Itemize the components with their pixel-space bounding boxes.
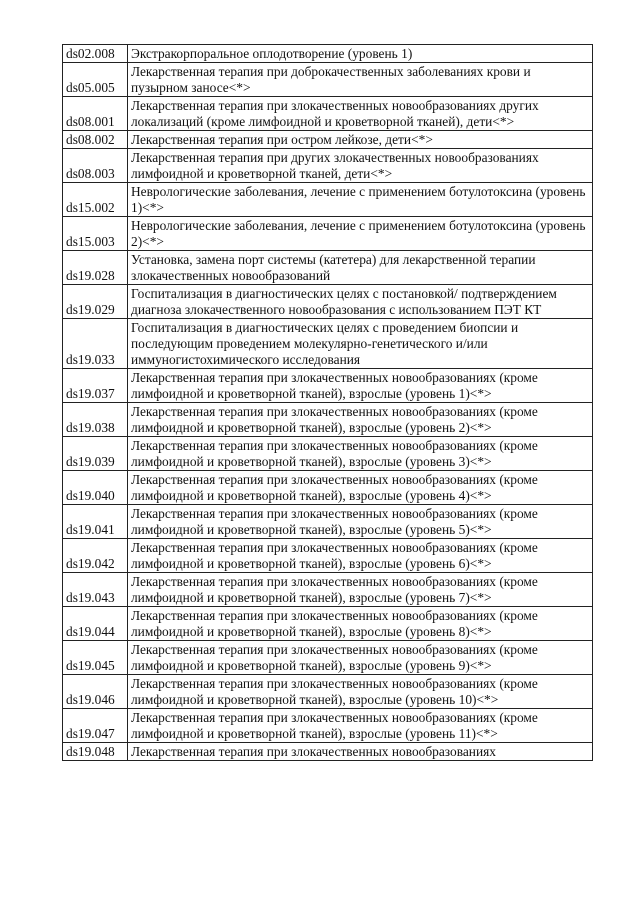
row-code: ds19.047 <box>63 709 128 743</box>
table-row <box>63 217 593 251</box>
row-code: ds19.044 <box>63 607 128 641</box>
row-description: Неврологические заболевания, лечение с применением ботулотоксина (уровень 2)<*> <box>128 217 593 251</box>
row-code: ds19.037 <box>63 369 128 403</box>
row-description: Лекарственная терапия при злокачественных новообразованиях (кроме лимфоидной и кроветворной тканей), взрослые (уровень 11)<*> <box>128 709 593 743</box>
row-code: ds15.003 <box>63 217 128 251</box>
row-description: Госпитализация в диагностических целях с проведением биопсии и последующим проведением молекулярно-генетического и/или иммуногистохимического исследования <box>128 319 593 369</box>
row-description: Лекарственная терапия при злокачественных новообразованиях <box>128 743 593 761</box>
row-code: ds19.046 <box>63 675 128 709</box>
table-row <box>63 471 593 505</box>
row-code: ds19.039 <box>63 437 128 471</box>
table-row <box>63 45 593 63</box>
row-description: Лекарственная терапия при злокачественных новообразованиях (кроме лимфоидной и кроветворной тканей), взрослые (уровень 10)<*> <box>128 675 593 709</box>
row-code: ds19.041 <box>63 505 128 539</box>
row-description: Лекарственная терапия при злокачественных новообразованиях (кроме лимфоидной и кроветворной тканей), взрослые (уровень 3)<*> <box>128 437 593 471</box>
row-code: ds08.001 <box>63 97 128 131</box>
row-description: Лекарственная терапия при злокачественных новообразованиях (кроме лимфоидной и кроветворной тканей), взрослые (уровень 2)<*> <box>128 403 593 437</box>
row-code: ds08.002 <box>63 131 128 149</box>
table-body <box>63 45 593 761</box>
row-description: Установка, замена порт системы (катетера) для лекарственной терапии злокачественных новообразований <box>128 251 593 285</box>
row-description: Лекарственная терапия при злокачественных новообразованиях (кроме лимфоидной и кроветворной тканей), взрослые (уровень 5)<*> <box>128 505 593 539</box>
table-row <box>63 437 593 471</box>
row-description: Лекарственная терапия при злокачественных новообразованиях (кроме лимфоидной и кроветворной тканей), взрослые (уровень 9)<*> <box>128 641 593 675</box>
table-row <box>63 149 593 183</box>
row-code: ds19.048 <box>63 743 128 761</box>
row-code: ds19.033 <box>63 319 128 369</box>
row-code: ds05.005 <box>63 63 128 97</box>
row-code: ds19.045 <box>63 641 128 675</box>
row-description: Госпитализация в диагностических целях с постановкой/ подтверждением диагноза злокачественного новообразования с использованием ПЭТ КТ <box>128 285 593 319</box>
row-code: ds08.003 <box>63 149 128 183</box>
table-row <box>63 675 593 709</box>
row-description: Лекарственная терапия при доброкачественных заболеваниях крови и пузырном заносе<*> <box>128 63 593 97</box>
row-code: ds19.028 <box>63 251 128 285</box>
drg-table <box>62 44 593 761</box>
row-code: ds19.043 <box>63 573 128 607</box>
table-row <box>63 539 593 573</box>
table-row <box>63 641 593 675</box>
row-description: Неврологические заболевания, лечение с применением ботулотоксина (уровень 1)<*> <box>128 183 593 217</box>
row-code: ds02.008 <box>63 45 128 63</box>
row-code: ds19.038 <box>63 403 128 437</box>
row-description: Лекарственная терапия при злокачественных новообразованиях других локализаций (кроме лимфоидной и кроветворной тканей), дети<*> <box>128 97 593 131</box>
table-row <box>63 573 593 607</box>
table-row <box>63 607 593 641</box>
table-row <box>63 183 593 217</box>
row-description: Лекарственная терапия при злокачественных новообразованиях (кроме лимфоидной и кроветворной тканей), взрослые (уровень 4)<*> <box>128 471 593 505</box>
row-description: Экстракорпоральное оплодотворение (уровень 1) <box>128 45 593 63</box>
row-code: ds19.029 <box>63 285 128 319</box>
row-description: Лекарственная терапия при других злокачественных новообразованиях лимфоидной и кроветворной тканей, дети<*> <box>128 149 593 183</box>
table-row <box>63 251 593 285</box>
table-row <box>63 319 593 369</box>
table-row <box>63 709 593 743</box>
row-description: Лекарственная терапия при злокачественных новообразованиях (кроме лимфоидной и кроветворной тканей), взрослые (уровень 1)<*> <box>128 369 593 403</box>
row-description: Лекарственная терапия при злокачественных новообразованиях (кроме лимфоидной и кроветворной тканей), взрослые (уровень 7)<*> <box>128 573 593 607</box>
table-row <box>63 369 593 403</box>
table-row <box>63 285 593 319</box>
row-description: Лекарственная терапия при остром лейкозе, дети<*> <box>128 131 593 149</box>
table-row <box>63 97 593 131</box>
row-description: Лекарственная терапия при злокачественных новообразованиях (кроме лимфоидной и кроветворной тканей), взрослые (уровень 6)<*> <box>128 539 593 573</box>
table-row <box>63 131 593 149</box>
table-row <box>63 63 593 97</box>
table-row <box>63 743 593 761</box>
row-code: ds19.040 <box>63 471 128 505</box>
row-code: ds15.002 <box>63 183 128 217</box>
row-description: Лекарственная терапия при злокачественных новообразованиях (кроме лимфоидной и кроветворной тканей), взрослые (уровень 8)<*> <box>128 607 593 641</box>
row-code: ds19.042 <box>63 539 128 573</box>
table-row <box>63 403 593 437</box>
table-row <box>63 505 593 539</box>
